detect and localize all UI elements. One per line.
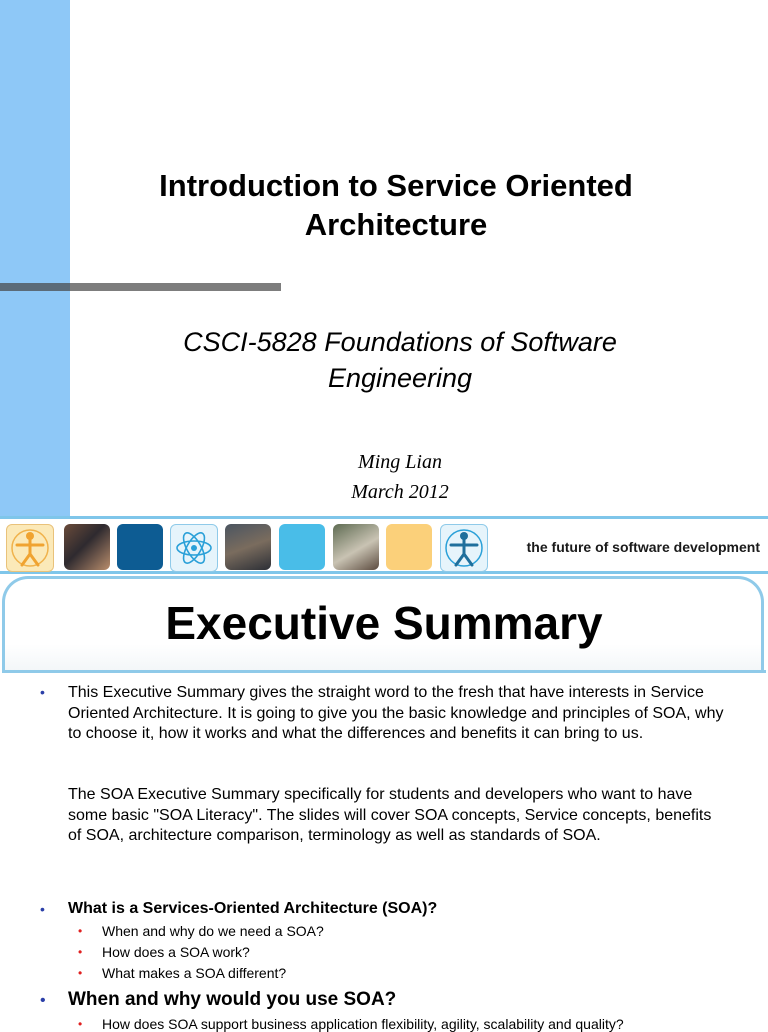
intro-paragraph-1: This Executive Summary gives the straight word to the fresh that have interests in Service Oriented Architecture. It is going to give you the basic knowledge and principles of SOA, why to choose it, how it works and what the differences and benefits it can bring to us. (68, 684, 724, 742)
left-accent-bar (0, 0, 70, 516)
sub-bullet-icon: • (78, 924, 83, 938)
image-banner (0, 516, 768, 574)
sub-item: How does a SOA work? (102, 944, 250, 960)
banner-tagline: the future of software development (526, 539, 760, 555)
subtitle-line-1: CSCI-5828 Foundations of Software (183, 327, 617, 357)
sub-item: What makes a SOA different? (102, 965, 287, 981)
photo-woman-laptop (333, 524, 379, 570)
title-line-2: Architecture (304, 207, 488, 242)
subtitle-line-2: Engineering (327, 363, 473, 393)
slide-title (96, 166, 696, 244)
sub-item: When and why do we need a SOA? (102, 923, 324, 939)
person-icon (440, 524, 488, 572)
sub-bullet-icon: • (78, 945, 83, 959)
sub-bullet-icon: • (78, 966, 83, 980)
sub-bullet-icon: • (78, 1017, 83, 1031)
header-underline (2, 670, 766, 673)
atom-icon (170, 524, 218, 572)
sub-item: How does SOA support business application flexibility, agility, scalability and quality? (102, 1016, 624, 1032)
question-what-is-soa: What is a Services-Oriented Architecture (SOA)? (68, 900, 438, 917)
bullet-icon: • (40, 901, 45, 917)
slide-subtitle (110, 324, 690, 396)
bullet-icon: • (40, 684, 45, 700)
title-divider-dark (0, 283, 70, 291)
executive-summary-slide (0, 574, 768, 1032)
person-icon (6, 524, 54, 572)
title-line-1: Introduction to Service Oriented (159, 168, 633, 203)
photo-man-speaking (225, 524, 271, 570)
intro-paragraph-2: The SOA Executive Summary specifically for students and developers who want to have some basic "SOA Literacy". The slides will cover SOA concepts, Service concepts, benefits of SOA, architecture comparison, terminology as well as standards of SOA. (68, 786, 712, 844)
author-name: Ming Lian (358, 451, 442, 473)
slide-heading: Executive Summary (165, 597, 603, 649)
square-dark-blue (117, 524, 163, 570)
presentation-date: March 2012 (351, 481, 449, 503)
square-yellow (386, 524, 432, 570)
question-when-why: When and why would you use SOA? (68, 989, 397, 1010)
photo-people-meeting (64, 524, 110, 570)
square-light-blue (279, 524, 325, 570)
bullet-icon: • (40, 992, 46, 1009)
